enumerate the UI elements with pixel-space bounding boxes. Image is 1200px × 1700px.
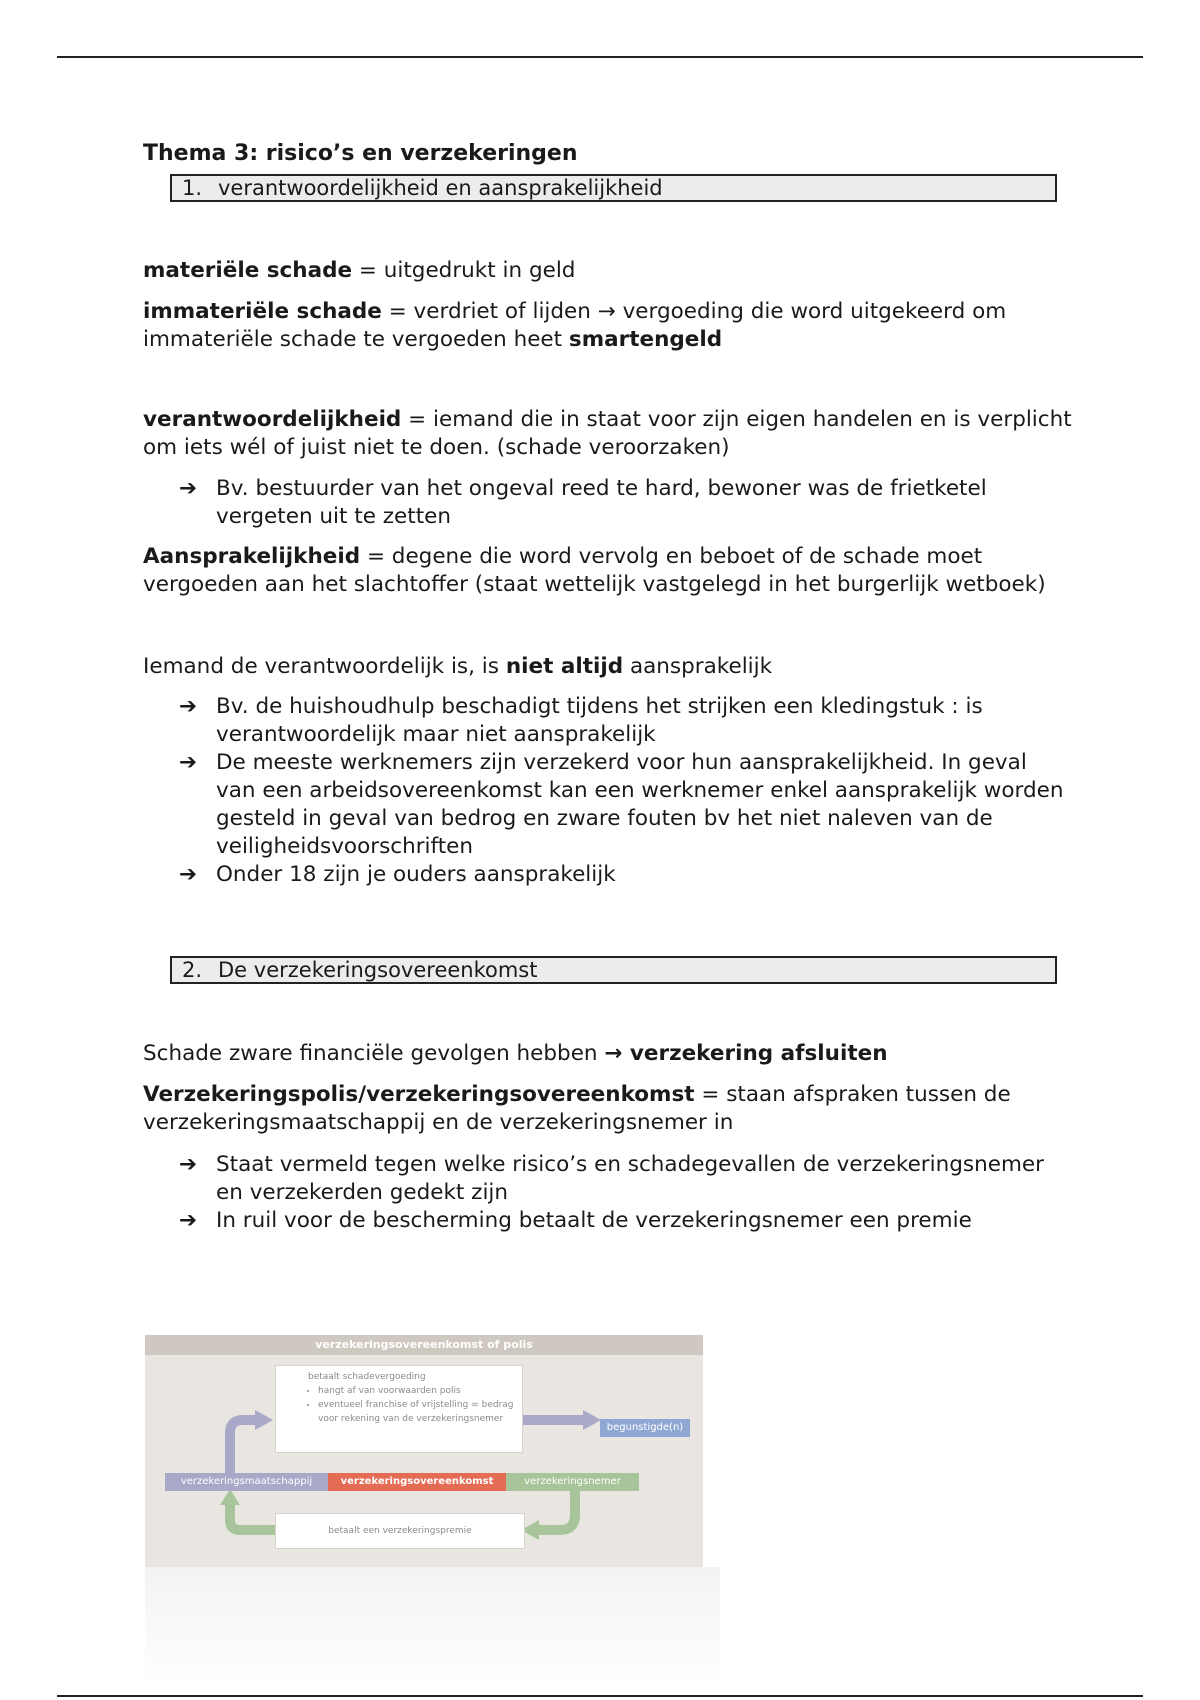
beneficiary-badge: begunstigde(n) <box>600 1419 690 1437</box>
definition-immateriele: immateriële schade = verdriet of lijden → vergoeding die word uitgekeerd om immateriële schade te vergoeden heet smartengeld <box>143 299 1007 352</box>
arrowhead <box>583 1410 601 1430</box>
niet-altijd-statement: Iemand de verantwoordelijk is, is niet altijd aansprakelijk <box>143 654 773 679</box>
arrow-up-left <box>230 1420 257 1473</box>
diagram-header: verzekeringsovereenkomst of polis <box>145 1335 703 1355</box>
arrowhead <box>220 1489 240 1505</box>
list-item: ➔ Onder 18 zijn je ouders aansprakelijk <box>179 862 616 887</box>
schade-statement: Schade zware financiële gevolgen hebben → verzekering afsluiten <box>143 1041 888 1066</box>
list-item: ➔ In ruil voor de bescherming betaalt de verzekeringsnemer een premie <box>179 1208 972 1233</box>
page-title: Thema 3: risico’s en verzekeringen <box>143 141 578 166</box>
definition-materiele: materiële schade = uitgedrukt in geld <box>143 258 576 283</box>
image-shadow <box>145 1567 720 1687</box>
arrow-down-right <box>537 1491 575 1530</box>
arrowhead <box>255 1410 273 1430</box>
definition-polis: Verzekeringspolis/verzekeringsovereenkomst = staan afspraken tussen de verzekeringsmaatschappij en de verzekeringsnemer in <box>143 1082 1011 1135</box>
section-heading-2: 2. De verzekeringsovereenkomst <box>170 956 1057 984</box>
example-list-2 <box>143 693 1073 889</box>
policyholder-band: verzekeringsnemer <box>506 1473 639 1491</box>
premium-card: betaalt een verzekeringspremie <box>275 1513 525 1549</box>
header-rule <box>57 56 1143 58</box>
insurer-band: verzekeringsmaatschappij <box>165 1473 328 1491</box>
footer-rule <box>57 1695 1143 1697</box>
example-list-3 <box>143 1151 1073 1235</box>
example-list-1 <box>143 475 1073 531</box>
contract-band: verzekeringsovereenkomst <box>328 1473 506 1491</box>
document-body <box>143 140 1073 1235</box>
arrow-left-up <box>230 1503 275 1530</box>
list-item: ➔ Bv. bestuurder van het ongeval reed te hard, bewoner was de frietketel vergeten uit te zetten <box>179 476 987 529</box>
list-item: ➔ Staat vermeld tegen welke risico’s en schadegevallen de verzekeringsnemer en verzekerden gedekt zijn <box>179 1152 1044 1205</box>
payout-conditions: • hangt af van voorwaarden polis • eventueel franchise of vrijstelling = bedrag voor rekening van de verzekeringsnemer <box>308 1384 522 1426</box>
definition-aansprakelijkheid: Aansprakelijkheid = degene die word vervolg en beboet of de schade moet vergoeden aan het slachtoffer (staat wettelijk vastgelegd in het burgerlijk wetboek) <box>143 544 1046 597</box>
definition-verantwoordelijkheid: verantwoordelijkheid = iemand die in staat voor zijn eigen handelen en is verplicht om iets wél of juist niet te doen. (schade veroorzaken) <box>143 407 1072 460</box>
list-item: ➔ Bv. de huishoudhulp beschadigt tijdens het strijken een kledingstuk : is verantwoordelijk maar niet aansprakelijk <box>179 694 983 747</box>
payout-card: betaalt schadevergoeding • hangt af van voorwaarden polis • eventueel franchise of vrijstelling = bedrag voor rekening van de verzekeringsnemer <box>275 1365 523 1453</box>
list-item: ➔ De meeste werknemers zijn verzekerd voor hun aansprakelijkheid. In geval van een arbeidsovereenkomst kan een werknemer enkel aansprakelijk worden gesteld in geval van bedrog en zware fouten bv het niet naleven van de veiligheidsvoorschriften <box>179 750 1064 859</box>
insurance-diagram <box>145 1335 703 1567</box>
section-heading-1: 1. verantwoordelijkheid en aansprakelijkheid <box>170 174 1057 202</box>
